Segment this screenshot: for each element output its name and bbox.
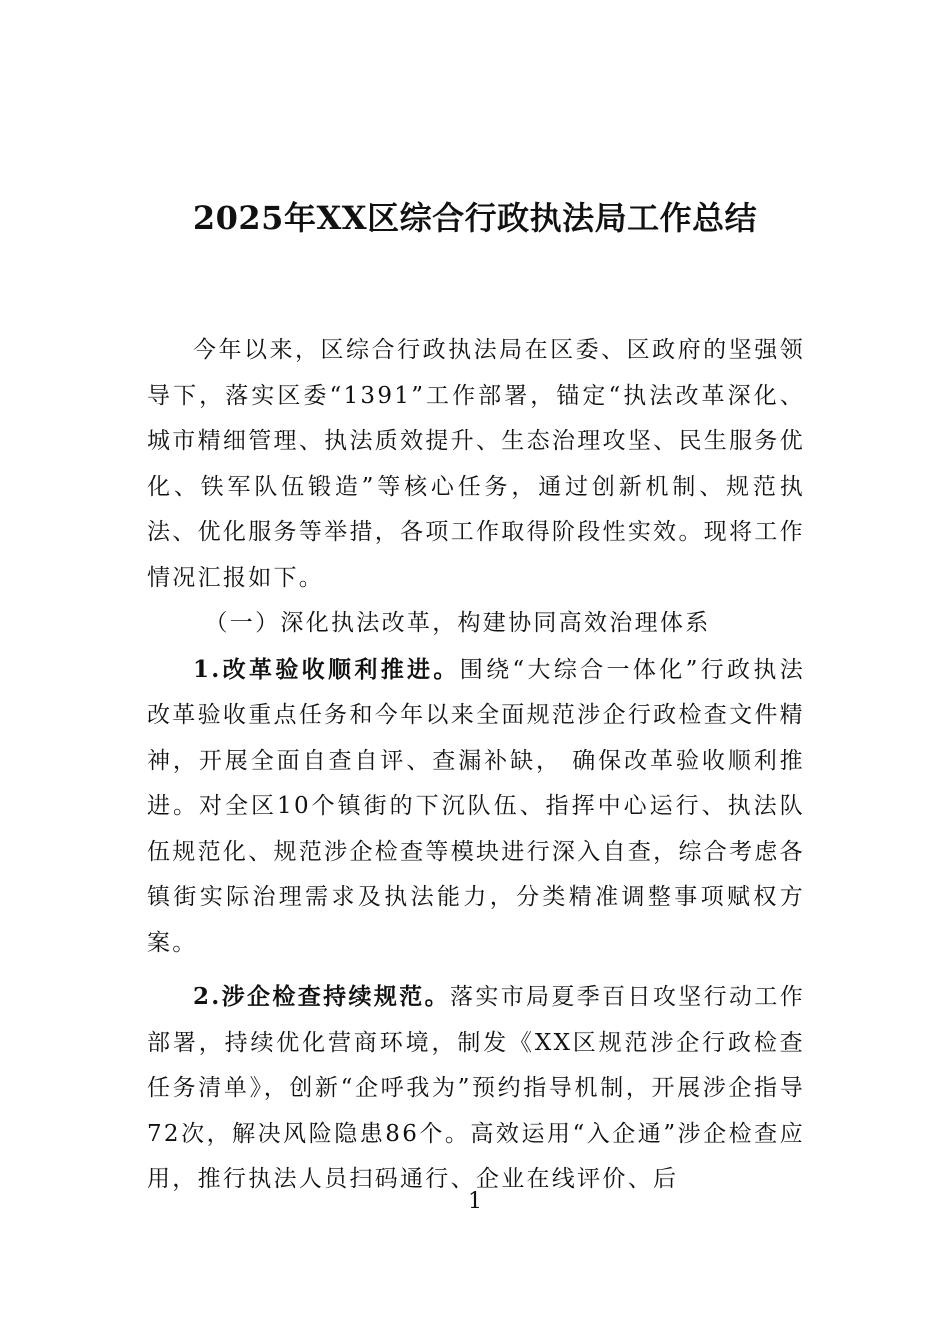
item-1-lead: 1.改革验收顺利推进。 [193,655,460,683]
section-heading: （一）深化执法改革，构建协同高效治理体系 [204,610,711,636]
paragraph-gap [147,966,805,974]
item-1-paragraph [147,647,805,967]
page-number: 1 [468,1189,482,1214]
item-1-text: 围绕“大综合一体化”行政执法改革验收重点任务和今年以来全面规范涉企行政检查文件精神，开展全面自查自评、查漏补缺， 确保改革验收顺利推进。对全区10个镇街的下沉队伍、指挥中心运行、执法队伍规范化、规范涉企检查等模块进行深入自查，综合考虑各镇街实际治理需求及执法能力，分类精准调整事项赋权方案。 [147,656,805,956]
document-title: 2025年XX区综合行政执法局工作总结 [192,199,758,237]
document-body [147,328,805,1203]
item-2-text: 落实市局夏季百日攻坚行动工作部署，持续优化营商环境，制发《XX区规范涉企行政检查任务清单》，创新“企呼我为”预约指导机制，开展涉企指导72次，解决风险隐患86个。高效运用“入企通”涉企检查应用，推行执法人员扫码通行、企业在线评价、后 [147,984,806,1192]
intro-paragraph: 今年以来，区综合行政执法局在区委、区政府的坚强领导下，落实区委“1391”工作部署，锚定“执法改革深化、城市精细管理、执法质效提升、生态治理攻坚、民生服务优化、铁军队伍锻造”等核心任务，通过创新机制、规范执法、优化服务等举措，各项工作取得阶段性实效。现将工作情况汇报如下。 [147,337,805,591]
item-2-lead: 2.涉企检查持续规范。 [193,983,450,1010]
item-2-paragraph [147,974,805,1203]
